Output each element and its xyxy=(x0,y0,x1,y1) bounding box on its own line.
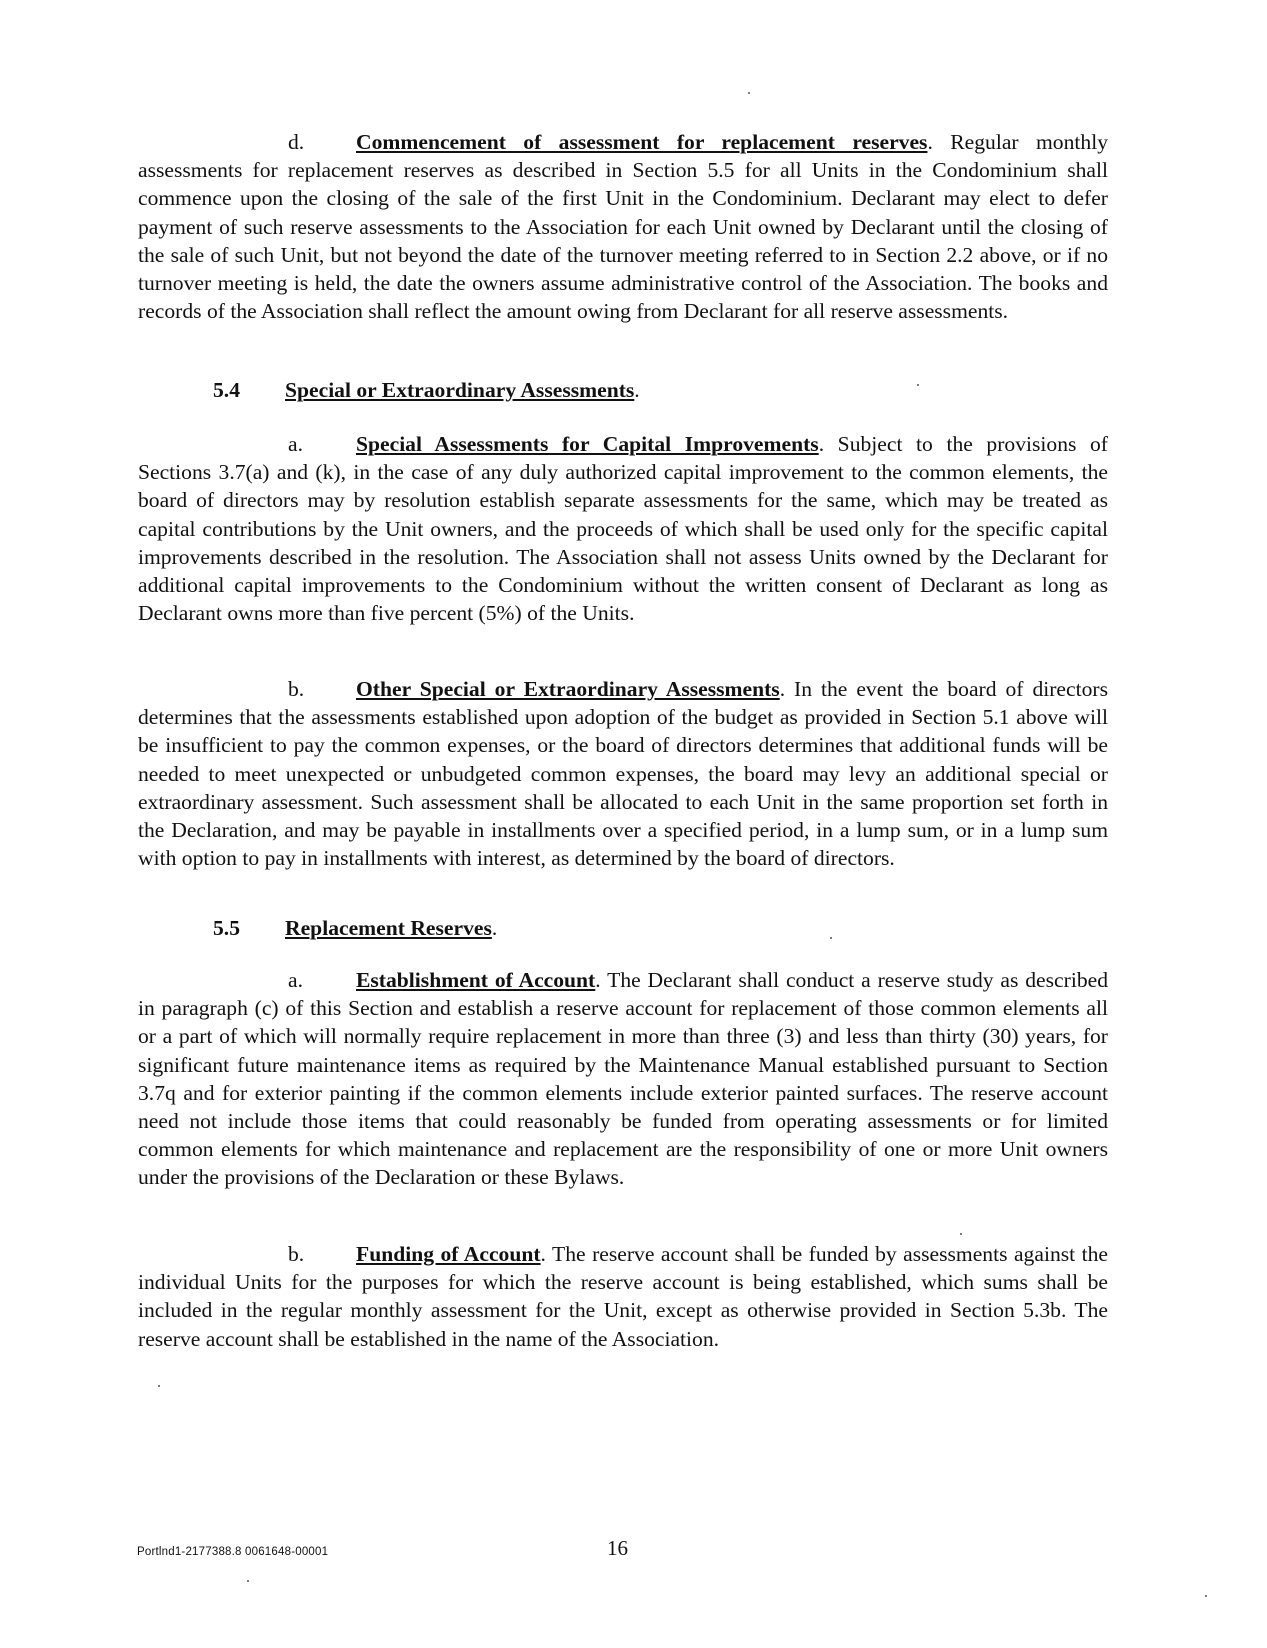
footer-document-id: Portlnd1-2177388.8 0061648-00001 xyxy=(137,1546,329,1558)
paragraph-heading: Funding of Account xyxy=(356,1242,541,1266)
section-number: 5.5 xyxy=(213,916,240,940)
paragraph-5-5-a xyxy=(138,966,1108,1192)
section-title-period: . xyxy=(491,916,498,940)
section-title: Replacement Reserves xyxy=(285,916,492,940)
paragraph-body: . The Declarant shall conduct a reserve study as described in paragraph (c) of this Section and establish a reserve account for replacement of those common elements all or a part of which will normally require replacement in more than three (3) and less than thirty (30) years, for significant future maintenance items as required by the Maintenance Manual established pursuant to Section 3.7q and for exterior painting if the common elements include exterior painted surfaces. The reserve account need not include those items that could reasonably be funded from operating assessments or for limited common elements for which maintenance and replacement are the responsibility of one or more Unit owners under the provisions of the Declaration or these Bylaws. xyxy=(138,968,1108,1190)
paragraph-marker: b. xyxy=(288,1242,305,1266)
paragraph-body: . Regular monthly assessments for replacement reserves as described in Section 5.5 for all Units in the Condominium shall commence upon the closing of the sale of the first Unit in the Condominium. Declarant may elect to defer payment of such reserve assessments to the Association for each Unit owned by Declarant until the closing of the sale of such Unit, but not beyond the date of the turnover meeting referred to in Section 2.2 above, or if no turnover meeting is held, the date the owners assume administrative control of the Association. The books and records of the Association shall reflect the amount owing from Declarant for all reserve assessments. xyxy=(138,130,1108,324)
scan-speck xyxy=(917,384,919,386)
paragraph-body: . In the event the board of directors determines that the assessments established upon adoption of the budget as provided in Section 5.1 above will be insufficient to pay the common expenses, or the board of directors determines that additional funds will be needed to meet unexpected or unbudgeted common expenses, the board may levy an additional special or extraordinary assessment. Such assessment shall be allocated to each Unit in the same proportion set forth in the Declaration, and may be payable in installments over a specified period, in a lump sum, or in a lump sum with option to pay in installments with interest, as determined by the board of directors. xyxy=(138,677,1108,871)
paragraph-5-4-a xyxy=(138,430,1108,627)
paragraph-heading: Other Special or Extraordinary Assessments xyxy=(356,677,780,701)
scan-speck xyxy=(247,1580,249,1582)
paragraph-heading: Commencement of assessment for replacement reserves xyxy=(356,130,928,154)
paragraph-marker: b. xyxy=(288,677,305,701)
paragraph-marker: a. xyxy=(288,968,303,992)
paragraph-body: . The reserve account shall be funded by assessments against the individual Units for the purposes for which the reserve account is being established, which sums shall be included in the regular monthly assessment for the Unit, except as otherwise provided in Section 5.3b. The reserve account shall be established in the name of the Association. xyxy=(138,1242,1108,1351)
paragraph-body: . Subject to the provisions of Sections 3.7(a) and (k), in the case of any duly authorized capital improvement to the common elements, the board of directors may by resolution establish separate assessments for the same, which may be treated as capital contributions by the Unit owners, and the proceeds of which shall be used only for the specific capital improvements described in the resolution. The Association shall not assess Units owned by the Declarant for additional capital improvements to the Condominium without the written consent of Declarant as long as Declarant owns more than five percent (5%) of the Units. xyxy=(138,432,1109,626)
scan-speck xyxy=(960,1233,962,1235)
section-number: 5.4 xyxy=(213,378,240,402)
paragraph-heading: Establishment of Account xyxy=(356,968,596,992)
section-heading-5-4 xyxy=(213,376,640,404)
paragraph-5-4-b xyxy=(138,675,1108,872)
scan-speck xyxy=(1205,1595,1207,1597)
section-title-period: . xyxy=(634,378,640,402)
paragraph-5-5-b xyxy=(138,1240,1108,1353)
paragraph-heading: Special Assessments for Capital Improvements xyxy=(356,432,819,456)
paragraph-marker: d. xyxy=(288,130,305,154)
scan-speck xyxy=(158,1385,160,1387)
section-heading-5-5 xyxy=(213,914,497,942)
paragraph-marker: a. xyxy=(288,432,303,456)
footer-page-number: 16 xyxy=(607,1536,628,1560)
section-title: Special or Extraordinary Assessments xyxy=(285,378,635,402)
scan-speck xyxy=(830,937,832,939)
paragraph-d-commencement xyxy=(138,128,1108,325)
scan-speck xyxy=(748,92,750,94)
